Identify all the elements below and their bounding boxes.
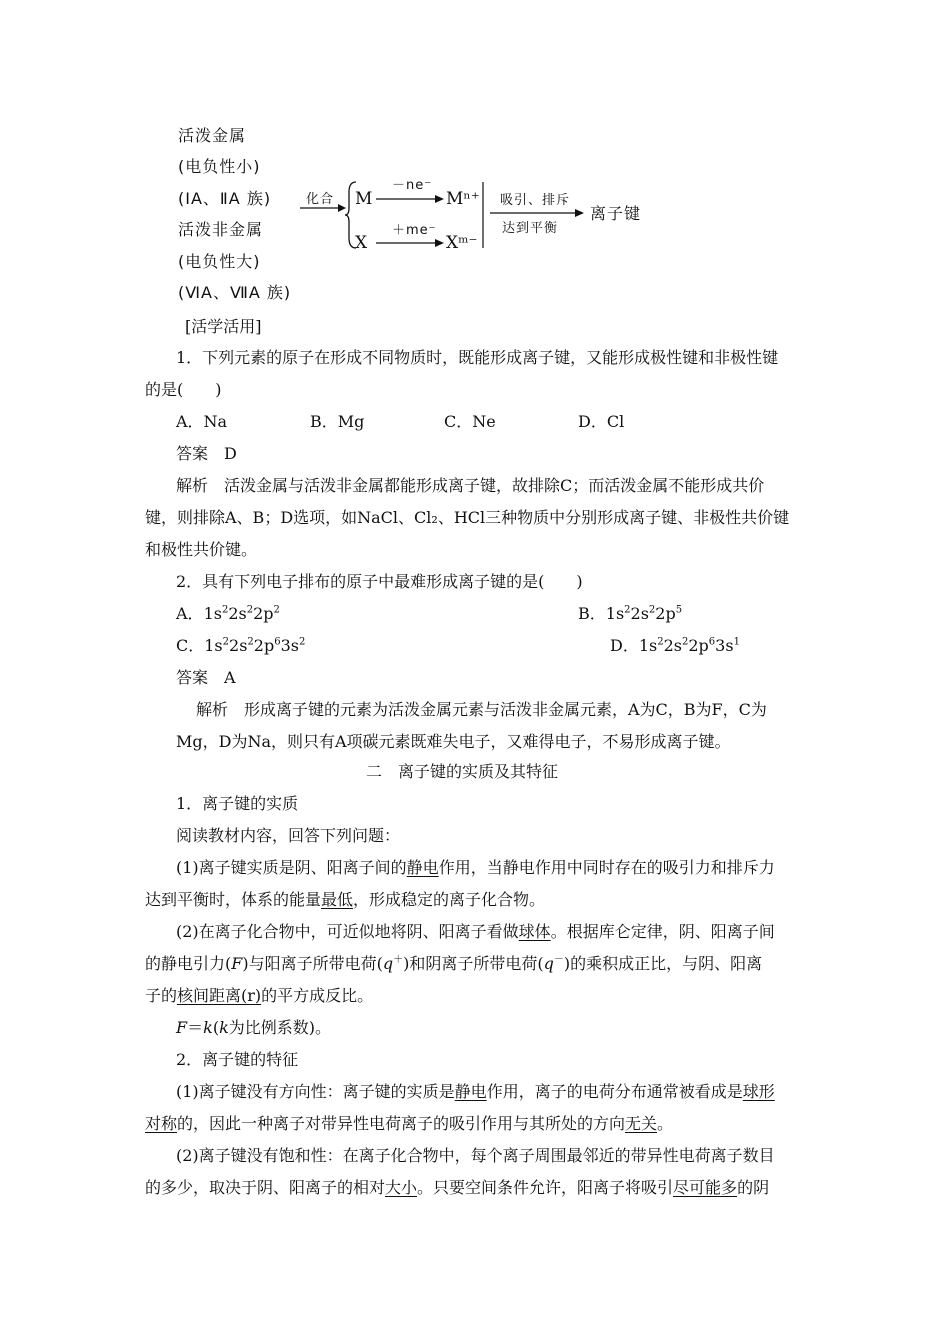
diagram-label: (电负性大): [178, 252, 261, 271]
paragraph-cont: 达到平衡时，体系的能量最低，形成稳定的离子化合物。: [145, 890, 546, 909]
cation-symbol: Mⁿ⁺: [446, 189, 480, 209]
paragraph-cont: 对称的，因此一种离子对带异性电荷离子的吸引作用与其所处的方向无关。: [145, 1114, 674, 1133]
paragraph-cont: 的多少，取决于阴、阳离子的相对大小。只要空间条件允许，阳离子将吸引尽可能多的阴: [145, 1178, 770, 1197]
paragraph-cont: 的静电引力(F)与阳离子所带电荷(q＋)和阴离子所带电荷(q－)的乘积成正比，与阴、阳离: [145, 954, 763, 973]
paragraph: (2)离子键没有饱和性：在离子化合物中，每个离子周围最邻近的带异性电荷离子数目: [176, 1146, 775, 1165]
explanation-2-cont: Mg，D为Na，则只有A项碳元素既难失电子，又难得电子，不易形成离子键。: [176, 732, 731, 751]
combine-arrow: [298, 200, 348, 214]
option-d: D．$1s^22s^22p^63s^1$: [610, 636, 740, 655]
option-b: B．$1s^22s^22p^5$: [578, 604, 683, 623]
explanation-1-cont: 键，则排除A、B；D选项，如NaCl、Cl₂、HCl三种物质中分别形成离子键、非极性共价键: [145, 508, 790, 527]
option-a: A．$1s^22s^22p^2$: [176, 604, 280, 623]
explanation-1: 解析 活泼金属与活泼非金属都能形成离子键，故排除C；而活泼金属不能形成共价: [176, 476, 765, 495]
anion-symbol: Xᵐ⁻: [446, 233, 478, 253]
option-c: C．$1s^22s^22p^63s^2$: [176, 636, 306, 655]
diagram-label: 活泼金属: [178, 126, 247, 145]
question-1-stem: 1．下列元素的原子在形成不同物质时，既能形成离子键，又能形成极性键和非极性键: [176, 348, 779, 367]
balance-arrow: [488, 206, 586, 220]
lose-electron-label: －ne⁻: [392, 178, 433, 193]
paragraph: (1)离子键实质是阴、阳离子间的静电作用，当静电作用中同时存在的吸引力和排斥力: [176, 858, 775, 877]
coulomb-formula: F＝k(k为比例系数)。: [176, 1018, 332, 1037]
paragraph: (2)在离子化合物中，可近似地将阴、阳离子看做球体。根据库仑定律，阴、阳离子间: [176, 922, 775, 941]
section-heading: 二 离子键的实质及其特征: [366, 762, 559, 781]
explanation-2: 解析 形成离子键的元素为活泼金属元素与活泼非金属元素，A为C，B为F，C为: [196, 700, 767, 719]
metal-symbol: M: [355, 189, 373, 209]
section-tag: [活学活用]: [185, 317, 262, 336]
ionic-bond-result: 离子键: [590, 204, 642, 223]
combine-label: 化合: [306, 192, 335, 207]
gain-arrow: [374, 236, 446, 250]
diagram-label: (ⅥA、ⅦA 族): [178, 283, 292, 302]
paragraph: (1)离子键没有方向性：离子键的实质是静电作用，离子的电荷分布通常被看成是球形: [176, 1082, 775, 1101]
answer-2: 答案 A: [176, 668, 236, 687]
paragraph-cont: 子的核间距离(r)的平方成反比。: [145, 986, 374, 1005]
subsection-title: 1．离子键的实质: [176, 794, 299, 813]
nonmetal-symbol: X: [355, 233, 368, 253]
subsection-title: 2．离子键的特征: [176, 1050, 299, 1069]
balance-label: 达到平衡: [502, 221, 559, 236]
diagram-label: (ⅠA、ⅡA 族): [178, 189, 272, 208]
explanation-1-end: 和极性共价键。: [145, 540, 258, 559]
answer-1: 答案 D: [176, 444, 237, 463]
lose-arrow: [374, 192, 446, 206]
question-1-stem-cont: 的是( ): [145, 380, 222, 399]
instruction: 阅读教材内容，回答下列问题：: [176, 826, 401, 845]
diagram-label: (电负性小): [178, 157, 261, 176]
attract-label: 吸引、排斥: [500, 193, 571, 208]
gain-electron-label: ＋me⁻: [392, 223, 437, 238]
question-2-stem: 2．具有下列电子排布的原子中最难形成离子键的是( ): [176, 572, 583, 591]
option-a: A．Na: [176, 412, 228, 431]
diagram-label: 活泼非金属: [178, 220, 264, 239]
option-b: B．Mg: [310, 412, 365, 431]
option-d: D．Cl: [578, 412, 625, 431]
option-c: C．Ne: [444, 412, 496, 431]
